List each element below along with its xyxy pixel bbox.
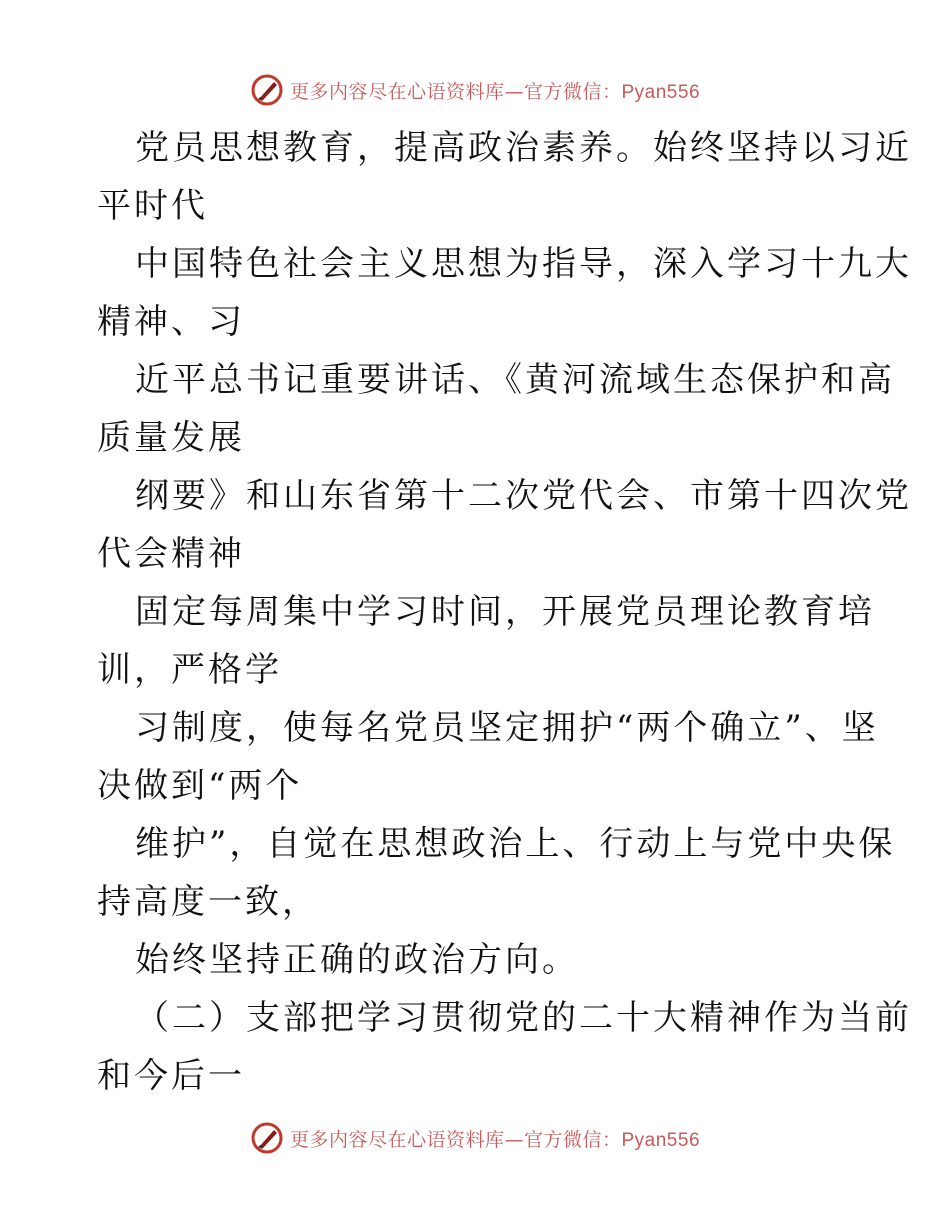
paragraph-line: （二）支部把学习贯彻党的二十大精神作为当前 (135, 998, 912, 1038)
paragraph-line: 训，严格学 (97, 650, 282, 690)
paragraph-line: 精神、习 (97, 302, 245, 342)
watermark-text: 更多内容尽在心语资料库—官方微信：Pyan556 (289, 80, 701, 103)
paragraph-line: 始终坚持正确的政治方向。 (135, 940, 579, 980)
paragraph-line: 纲要》和山东省第十二次党代会、市第十四次党 (135, 476, 912, 516)
paragraph-line: 习制度，使每名党员坚定拥护“两个确立”、坚 (135, 708, 879, 748)
watermark-text: 更多内容尽在心语资料库—官方微信：Pyan556 (289, 1128, 701, 1151)
paragraph-line: 党员思想教育，提高政治素养。始终坚持以习近 (135, 128, 912, 168)
paragraph-line: 质量发展 (97, 418, 245, 458)
paragraph-line: 近平总书记重要讲话、《黄河流域生态保护和高 (135, 360, 895, 400)
paragraph-line: 平时代 (97, 186, 208, 226)
paragraph-line: 代会精神 (97, 534, 245, 574)
paragraph-line: 中国特色社会主义思想为指导，深入学习十九大 (135, 244, 912, 284)
quill-pen-logo-icon (250, 1121, 284, 1155)
paragraph-line: 持高度一致， (97, 882, 319, 922)
paragraph-line: 维护”，自觉在思想政治上、行动上与党中央保 (135, 824, 896, 864)
footer-watermark (0, 1118, 950, 1158)
paragraph-line: 和今后一 (97, 1056, 245, 1096)
paragraph-line: 决做到“两个 (97, 766, 303, 806)
paragraph-line: 固定每周集中学习时间，开展党员理论教育培 (135, 592, 875, 632)
